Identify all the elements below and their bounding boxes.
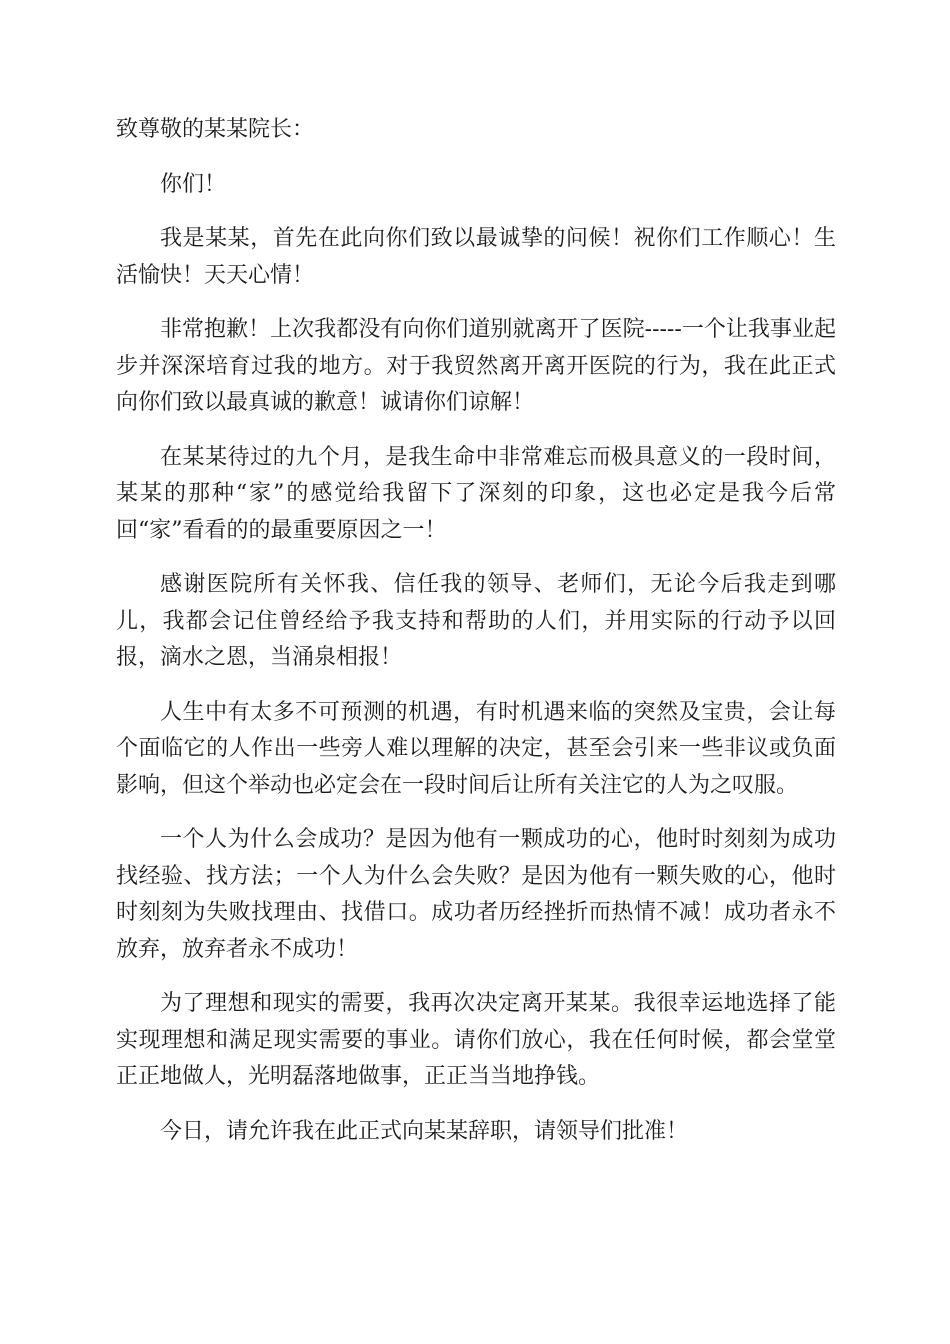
salutation: 致尊敬的某某院长： xyxy=(116,117,315,142)
paragraph-success: 一个人为什么会成功？是因为他有一颗成功的心，他时时刻刻为成功找经验、找方法；一个人为什么会失败？是因为他有一颗失败的心，他时时刻刻为失败找理由、找借口。成功者历经挫折而热情不减！成功者永不放弃，放弃者永不成功！ xyxy=(116,827,836,962)
paragraph-greeting: 你们！ xyxy=(160,171,227,197)
paragraph-resignation-request: 今日，请允许我在此正式向某某辞职，请领导们批准！ xyxy=(160,1118,689,1144)
paragraph-memories: 在某某待过的九个月，是我生命中非常难忘而极具意义的一段时间，某某的那种“家”的感觉给我留下了深刻的印象，这也必定是我今后常回“家”看看的的最重要原因之一！ xyxy=(116,444,836,543)
letter-body xyxy=(116,112,836,1168)
paragraph-decision: 为了理想和现实的需要，我再次决定离开某某。我很幸运地选择了能实现理想和满足现实需要的事业。请你们放心，我在任何时候，都会堂堂正正地做人，光明磊落地做事，正正当当地挣钱。 xyxy=(116,991,836,1089)
paragraph-apology: 非常抱歉！上次我都没有向你们道别就离开了医院-----一个让我事业起步并深深培育过我的地方。对于我贸然离开离开医院的行为，我在此正式向你们致以最真诚的歉意！诚请你们谅解！ xyxy=(116,317,836,415)
paragraph-gratitude: 感谢医院所有关怀我、信任我的领导、老师们，无论今后我走到哪儿，我都会记住曾经给予我支持和帮助的人们，并用实际的行动予以回报，滴水之恩，当涌泉相报！ xyxy=(116,572,836,670)
paragraph-introduction: 我是某某，首先在此向你们致以最诚挚的问候！祝你们工作顺心！生活愉快！天天心情！ xyxy=(116,226,836,288)
paragraph-opportunity: 人生中有太多不可预测的机遇，有时机遇来临的突然及宝贵，会让每个面临它的人作出一些旁人难以理解的决定，甚至会引来一些非议或负面影响，但这个举动也必定会在一段时间后让所有关注它的人为之叹服。 xyxy=(116,699,836,798)
